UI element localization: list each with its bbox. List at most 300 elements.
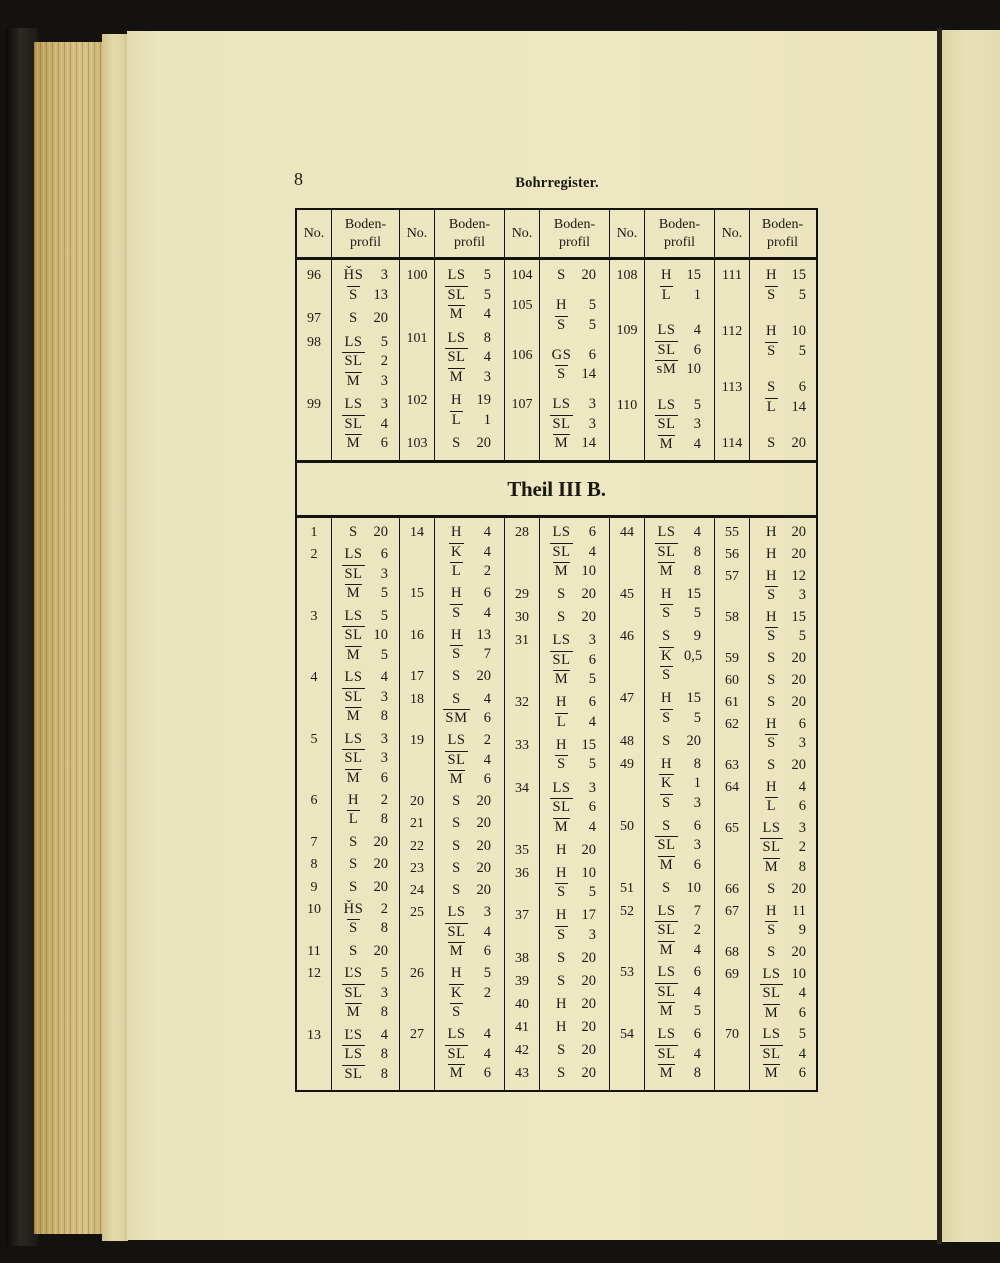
soil-layer — [750, 586, 815, 606]
soil-layer — [540, 883, 609, 903]
soil-code: S — [452, 646, 461, 663]
layer-thickness: 20 — [581, 996, 596, 1013]
bohrung-number: 58 — [725, 609, 739, 625]
soil-layer — [540, 841, 609, 861]
soil-code: GS — [551, 346, 572, 363]
layer-thickness: 20 — [791, 880, 806, 897]
header-bodenprofil — [750, 210, 815, 257]
layer-thickness: 2 — [693, 922, 701, 938]
soil-code: L — [766, 798, 777, 815]
soil-code: H — [450, 524, 463, 540]
layer-thickness: 2 — [483, 563, 491, 579]
soil-layer — [750, 523, 815, 543]
soil-code: H — [555, 864, 568, 881]
soil-code-cell — [544, 651, 579, 671]
soil-code-cell — [544, 670, 579, 690]
bodenprofil-column — [332, 518, 400, 1090]
layer-thickness: 4 — [693, 1045, 701, 1062]
soil-code: SL — [344, 984, 363, 1001]
soil-profile — [332, 668, 399, 727]
soil-profile — [645, 523, 714, 582]
soil-profile — [332, 791, 399, 830]
bohrung-number: 24 — [410, 882, 424, 898]
bohrung-number: 96 — [307, 268, 321, 283]
soil-profile — [645, 902, 714, 961]
bohrung-number: 56 — [725, 546, 739, 562]
soil-layer — [435, 434, 504, 454]
soil-layer — [435, 626, 504, 646]
layer-thickness: 20 — [791, 693, 806, 710]
soil-code-cell — [649, 774, 684, 794]
bohrung-number: 2 — [310, 547, 318, 563]
soil-code-cell — [544, 365, 579, 385]
soil-code: S — [767, 379, 776, 396]
soil-code: H — [660, 585, 673, 602]
soil-code-cell — [544, 995, 579, 1015]
layer-thickness: 4 — [588, 713, 596, 730]
bohrung-number: 67 — [725, 903, 739, 919]
soil-code: K — [660, 775, 673, 792]
soil-code-cell — [754, 1025, 789, 1045]
layer-thickness: 10 — [791, 323, 806, 340]
bohrung-number: 107 — [511, 397, 533, 413]
soil-code: SL — [552, 651, 571, 668]
soil-code: S — [767, 943, 776, 960]
header-bodenprofil-line2: profil — [663, 234, 696, 250]
soil-code: S — [662, 817, 671, 834]
layer-thickness: 10 — [581, 864, 596, 881]
soil-code: LS — [552, 779, 571, 796]
soil-layer — [332, 769, 399, 789]
soil-profile — [435, 266, 504, 325]
soil-layer — [332, 607, 399, 627]
bohrung-number: 106 — [511, 347, 533, 363]
layer-thickness: 4 — [483, 306, 491, 322]
soil-code-cell — [544, 972, 579, 992]
soil-code: L — [348, 811, 359, 828]
soil-layer — [332, 352, 399, 372]
layer-thickness: 20 — [581, 1065, 596, 1082]
soil-code-cell — [439, 626, 474, 646]
soil-layer — [645, 1025, 714, 1045]
soil-layer — [332, 286, 399, 306]
soil-code-cell — [336, 626, 371, 646]
soil-layer — [645, 732, 714, 752]
soil-code: SL — [657, 983, 676, 1000]
layer-thickness: 1 — [693, 286, 701, 303]
layer-thickness: 5 — [693, 396, 701, 413]
section-heading: Theil III B. — [507, 476, 606, 501]
soil-layer — [645, 774, 714, 794]
layer-thickness: 6 — [798, 798, 806, 815]
soil-layer — [645, 396, 714, 416]
layer-thickness: 4 — [380, 415, 388, 432]
soil-code: K — [450, 543, 463, 560]
soil-code-cell — [754, 880, 789, 900]
soil-layer — [645, 755, 714, 775]
soil-profile — [435, 667, 504, 687]
soil-code: SL — [447, 923, 466, 940]
soil-layer — [750, 880, 815, 900]
layer-thickness: 5 — [380, 333, 388, 350]
soil-code: SL — [344, 565, 363, 582]
bohrung-number: 114 — [721, 436, 743, 452]
soil-profile — [332, 607, 399, 666]
layer-thickness: 2 — [380, 353, 388, 370]
soil-code: M — [449, 1065, 464, 1082]
soil-code-cell — [649, 604, 684, 624]
layer-thickness: 6 — [483, 710, 491, 727]
soil-code-cell — [336, 688, 371, 708]
soil-code-cell — [754, 434, 789, 454]
soil-code-cell — [754, 378, 789, 398]
soil-code: SL — [344, 688, 363, 705]
layer-thickness: 4 — [380, 1026, 388, 1043]
soil-code: S — [767, 650, 776, 667]
layer-thickness: 20 — [476, 668, 491, 685]
bodenprofil-column — [332, 260, 400, 460]
soil-profile — [540, 1064, 609, 1084]
soil-code-cell — [754, 1045, 789, 1065]
soil-code-cell — [544, 316, 579, 336]
layer-thickness: 19 — [476, 392, 491, 409]
soil-layer — [332, 415, 399, 435]
soil-layer — [435, 1025, 504, 1045]
layer-thickness: 3 — [588, 632, 596, 649]
soil-layer — [645, 709, 714, 729]
bohrung-number: 104 — [511, 268, 533, 283]
layer-thickness: 4 — [483, 923, 491, 940]
soil-code-cell — [544, 755, 579, 775]
soil-code: SL — [344, 750, 363, 766]
soil-layer — [540, 1064, 609, 1084]
soil-code: M — [659, 435, 674, 452]
soil-layer — [332, 545, 399, 565]
soil-layer — [645, 562, 714, 582]
no-column — [297, 260, 332, 460]
bohrung-number: 111 — [722, 268, 742, 283]
bohrung-number: 6 — [310, 792, 318, 808]
soil-layer — [645, 879, 714, 899]
layer-thickness: 20 — [476, 881, 491, 898]
soil-code-cell — [544, 864, 579, 884]
soil-code-cell — [336, 730, 371, 750]
soil-code-cell — [649, 360, 684, 380]
soil-code: LS — [762, 1026, 781, 1043]
soil-code-cell — [439, 1003, 474, 1023]
soil-layer — [645, 1045, 714, 1065]
soil-profile — [540, 395, 609, 454]
layer-thickness: 8 — [380, 708, 388, 725]
layer-thickness: 4 — [798, 1045, 806, 1062]
bohrung-number: 103 — [406, 436, 428, 452]
bohrung-number: 59 — [725, 651, 739, 667]
soil-code: S — [767, 735, 776, 752]
soil-code: K — [660, 647, 673, 664]
header-no: No. — [610, 210, 645, 257]
layer-thickness: 6 — [693, 1026, 701, 1043]
soil-layer — [435, 329, 504, 349]
bohrung-number: 33 — [515, 737, 529, 753]
soil-code-cell — [649, 1002, 684, 1022]
soil-layer — [645, 921, 714, 941]
soil-profile — [540, 523, 609, 582]
soil-profile — [750, 671, 815, 691]
soil-layer — [435, 984, 504, 1004]
soil-layer — [332, 919, 399, 939]
soil-layer — [540, 693, 609, 713]
soil-code: L — [451, 411, 462, 428]
soil-profile — [332, 395, 399, 454]
soil-layer — [435, 645, 504, 665]
facing-page — [942, 30, 1000, 1242]
soil-code: S — [349, 286, 358, 303]
header-no: No. — [297, 210, 332, 257]
soil-code-cell — [649, 902, 684, 922]
soil-code: M — [659, 563, 674, 579]
soil-layer — [540, 346, 609, 366]
soil-layer — [435, 792, 504, 812]
soil-code: S — [452, 604, 461, 621]
soil-profile — [332, 333, 399, 392]
soil-code-cell — [754, 266, 789, 286]
soil-code-cell — [336, 415, 371, 435]
soil-profile — [645, 732, 714, 752]
bohrung-number: 7 — [310, 834, 318, 850]
layer-thickness: 3 — [483, 904, 491, 921]
bohrung-number: 22 — [410, 838, 424, 854]
header-no: No. — [400, 210, 435, 257]
soil-code: H — [765, 902, 778, 919]
soil-layer — [332, 626, 399, 646]
soil-layer — [540, 434, 609, 454]
soil-code-cell — [544, 713, 579, 733]
layer-thickness: 20 — [581, 1042, 596, 1059]
soil-profile — [332, 878, 399, 898]
bohrung-number: 29 — [515, 587, 529, 603]
soil-profile — [332, 964, 399, 1023]
soil-code-cell — [544, 631, 579, 651]
layer-thickness: 6 — [693, 341, 701, 358]
layer-thickness: 4 — [483, 751, 491, 768]
layer-thickness: 20 — [791, 756, 806, 773]
soil-layer — [435, 964, 504, 984]
soil-code-cell — [544, 608, 579, 628]
soil-code: S — [557, 756, 566, 773]
soil-layer — [750, 567, 815, 587]
table-header-row — [297, 210, 816, 260]
soil-code: S — [662, 605, 671, 622]
soil-layer — [540, 562, 609, 582]
layer-thickness: 20 — [373, 878, 388, 895]
soil-code-cell — [754, 671, 789, 691]
layer-thickness: 3 — [588, 415, 596, 432]
soil-layer — [750, 671, 815, 691]
soil-code: SL — [447, 1045, 466, 1062]
header-bodenprofil-line2: profil — [558, 234, 591, 250]
layer-thickness: 20 — [581, 609, 596, 626]
layer-thickness: 8 — [693, 563, 701, 579]
soil-code-cell — [754, 342, 789, 362]
soil-code: S — [452, 690, 461, 707]
header-bodenprofil-line2: profil — [453, 234, 486, 250]
soil-layer — [435, 1045, 504, 1065]
layer-thickness: 20 — [476, 793, 491, 810]
layer-thickness: 5 — [588, 756, 596, 773]
soil-code: H — [765, 323, 778, 340]
soil-code: SL — [657, 1045, 676, 1062]
bohrung-number: 53 — [620, 965, 634, 981]
layer-thickness: 6 — [693, 856, 701, 873]
soil-code: M — [346, 769, 361, 786]
soil-code-cell — [649, 1045, 684, 1065]
soil-layer — [332, 964, 399, 984]
no-column — [505, 260, 540, 460]
soil-profile — [540, 779, 609, 838]
layer-thickness: 6 — [588, 694, 596, 711]
soil-code-cell — [336, 964, 371, 984]
soil-profile — [750, 693, 815, 713]
layer-thickness: 10 — [686, 361, 701, 377]
no-column — [715, 518, 750, 1090]
bohrung-number: 44 — [620, 525, 634, 540]
soil-profile — [645, 396, 714, 455]
soil-layer — [750, 649, 815, 669]
soil-layer — [540, 631, 609, 651]
soil-code: H — [555, 996, 568, 1013]
soil-code: S — [349, 942, 358, 959]
soil-code-cell — [336, 984, 371, 1004]
layer-thickness: 5 — [588, 297, 596, 314]
soil-code-cell — [439, 1064, 474, 1084]
soil-code: SL — [657, 543, 676, 560]
soil-layer — [332, 584, 399, 604]
bohrung-number: 48 — [620, 733, 634, 749]
layer-thickness: 6 — [693, 964, 701, 981]
header-bodenprofil-line2: profil — [349, 234, 382, 250]
soil-code: LS — [447, 267, 466, 283]
soil-code-cell — [754, 734, 789, 754]
layer-thickness: 3 — [483, 368, 491, 385]
soil-layer — [645, 1064, 714, 1084]
soil-code: S — [452, 668, 461, 685]
soil-layer — [435, 391, 504, 411]
soil-code: SL — [447, 751, 466, 768]
soil-code-cell — [544, 949, 579, 969]
soil-layer — [332, 1026, 399, 1046]
soil-layer — [435, 584, 504, 604]
soil-code: H — [765, 267, 778, 283]
soil-profile — [435, 881, 504, 901]
layer-thickness: 2 — [380, 791, 388, 808]
soil-code: S — [662, 879, 671, 896]
soil-code-cell — [649, 836, 684, 856]
bohrung-number: 40 — [515, 997, 529, 1013]
layer-thickness: 20 — [373, 856, 388, 873]
layer-thickness: 20 — [581, 267, 596, 283]
header-bodenprofil — [540, 210, 610, 257]
soil-code-cell — [754, 797, 789, 817]
bohrung-number: 3 — [310, 608, 318, 624]
soil-code-cell — [649, 856, 684, 876]
layer-thickness: 20 — [476, 859, 491, 876]
bohrung-number: 11 — [307, 943, 321, 959]
layer-thickness: 20 — [373, 524, 388, 540]
soil-code: S — [349, 310, 358, 327]
soil-code: S — [662, 628, 671, 645]
layer-thickness: 6 — [588, 799, 596, 816]
soil-code-cell — [336, 607, 371, 627]
soil-profile — [540, 841, 609, 861]
soil-code: SL — [447, 349, 466, 366]
soil-code-cell — [439, 584, 474, 604]
layer-thickness: 20 — [581, 949, 596, 966]
bohrung-number: 102 — [406, 393, 428, 409]
bohrung-number: 65 — [725, 820, 739, 836]
soil-layer — [435, 731, 504, 751]
layer-thickness: 20 — [373, 833, 388, 850]
soil-layer — [332, 900, 399, 920]
soil-layer — [435, 368, 504, 388]
soil-code: S — [557, 973, 566, 990]
soil-code: S — [452, 1004, 461, 1021]
soil-profile — [750, 902, 815, 941]
soil-code: S — [767, 342, 776, 359]
bodenprofil-column — [435, 260, 505, 460]
soil-code: LS — [447, 1026, 466, 1043]
soil-layer — [435, 923, 504, 943]
soil-code-cell — [754, 567, 789, 587]
bohrung-number: 14 — [410, 525, 424, 540]
soil-profile — [435, 523, 504, 582]
bohrung-number: 97 — [307, 311, 321, 327]
layer-thickness: 6 — [588, 524, 596, 540]
soil-code-cell — [649, 1064, 684, 1084]
layer-thickness: 14 — [791, 398, 806, 415]
layer-thickness: 6 — [483, 1065, 491, 1082]
soil-layer — [645, 794, 714, 814]
soil-code: SL — [344, 353, 363, 370]
soil-profile — [750, 322, 815, 361]
layer-thickness: 5 — [380, 965, 388, 982]
soil-layer — [645, 585, 714, 605]
soil-layer — [540, 316, 609, 336]
soil-profile — [332, 833, 399, 853]
soil-code: S — [557, 586, 566, 603]
bohrung-number: 27 — [410, 1027, 424, 1043]
layer-thickness: 20 — [476, 837, 491, 854]
soil-layer — [750, 943, 815, 963]
soil-code: LS — [552, 524, 571, 540]
soil-code-cell — [336, 769, 371, 789]
soil-profile — [750, 266, 815, 305]
soil-layer — [750, 756, 815, 776]
soil-code-cell — [439, 923, 474, 943]
bohrung-number: 54 — [620, 1027, 634, 1043]
bohrung-number: 101 — [406, 330, 428, 346]
layer-thickness: 20 — [791, 435, 806, 452]
soil-code: LS — [657, 524, 676, 540]
soil-code-cell — [649, 396, 684, 416]
soil-code-cell — [439, 348, 474, 368]
layer-thickness: 3 — [380, 565, 388, 582]
soil-layer — [332, 333, 399, 353]
layer-thickness: 4 — [693, 941, 701, 958]
header-bodenprofil-line1: Boden- — [448, 216, 491, 232]
soil-code: S — [662, 709, 671, 726]
soil-layer — [750, 858, 815, 878]
soil-code: SL — [552, 415, 571, 432]
